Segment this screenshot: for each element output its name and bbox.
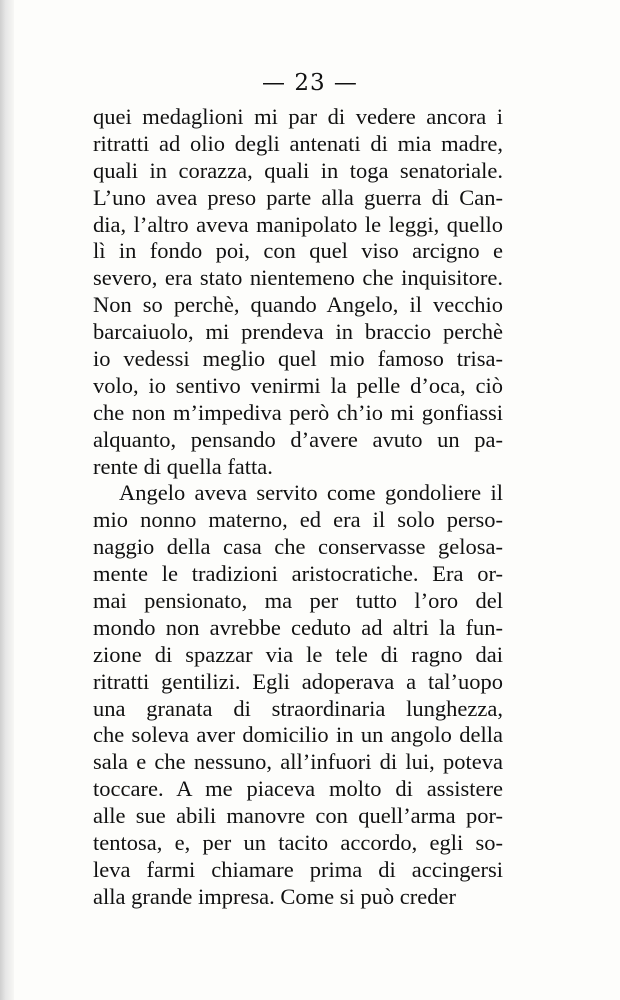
text-line: dia, l’altro aveva manipolato le leggi, quello xyxy=(93,211,503,237)
text-line: lì in fondo poi, con quel viso arcigno e xyxy=(93,238,503,264)
text-line: barcaiuolo, mi prendeva in braccio perchè xyxy=(93,319,503,345)
text-line: ritratti gentilizi. Egli adoperava a tal’uopo xyxy=(93,668,503,694)
body-text xyxy=(93,104,503,911)
text-line: sala e che nessuno, all’infuori di lui, poteva xyxy=(93,749,503,775)
text-line: zione di spazzar via le tele di ragno dai xyxy=(93,641,503,667)
text-line: alle sue abili manovre con quell’arma por- xyxy=(93,803,503,829)
text-line: mio nonno materno, ed era il solo perso- xyxy=(93,507,503,533)
text-line: ritratti ad olio degli antenati di mia madre, xyxy=(93,130,503,156)
page-binding-edge xyxy=(0,0,14,1000)
text-line: quali in corazza, quali in toga senatoriale. xyxy=(93,157,503,183)
text-line: rente di quella fatta. xyxy=(93,453,273,479)
text-line: che soleva aver domicilio in un angolo della xyxy=(93,722,503,748)
text-line: alla grande impresa. Come si può creder xyxy=(93,883,456,909)
text-line: toccare. A me piaceva molto di assistere xyxy=(93,776,503,802)
text-line: mondo non avrebbe ceduto ad altri la fun- xyxy=(93,614,503,640)
text-line: alquanto, pensando d’avere avuto un pa- xyxy=(93,426,503,452)
text-line: L’uno avea preso parte alla guerra di Can- xyxy=(93,184,503,210)
text-line: mente le tradizioni aristocratiche. Era or- xyxy=(93,561,503,587)
text-line: volo, io sentivo venirmi la pelle d’oca, ciò xyxy=(93,372,503,398)
text-line: severo, era stato nientemeno che inquisitore. xyxy=(93,265,503,291)
text-line: naggio della casa che conservasse gelosa- xyxy=(93,534,503,560)
text-line: una granata di straordinaria lunghezza, xyxy=(93,695,503,721)
text-line: leva farmi chiamare prima di accingersi xyxy=(93,856,503,882)
text-line: mai pensionato, ma per tutto l’oro del xyxy=(93,588,503,614)
text-line: quei medaglioni mi par di vedere ancora i xyxy=(93,104,503,129)
text-line: che non m’impediva però ch’io mi gonfiassi xyxy=(93,399,503,425)
text-line: Non so perchè, quando Angelo, il vecchio xyxy=(93,292,503,318)
text-line: io vedessi meglio quel mio famoso trisa- xyxy=(93,346,503,372)
text-line: tentosa, e, per un tacito accordo, egli so- xyxy=(93,830,503,856)
text-line: Angelo aveva servito come gondoliere il xyxy=(119,480,503,506)
page-number: — 23 — xyxy=(262,70,358,96)
